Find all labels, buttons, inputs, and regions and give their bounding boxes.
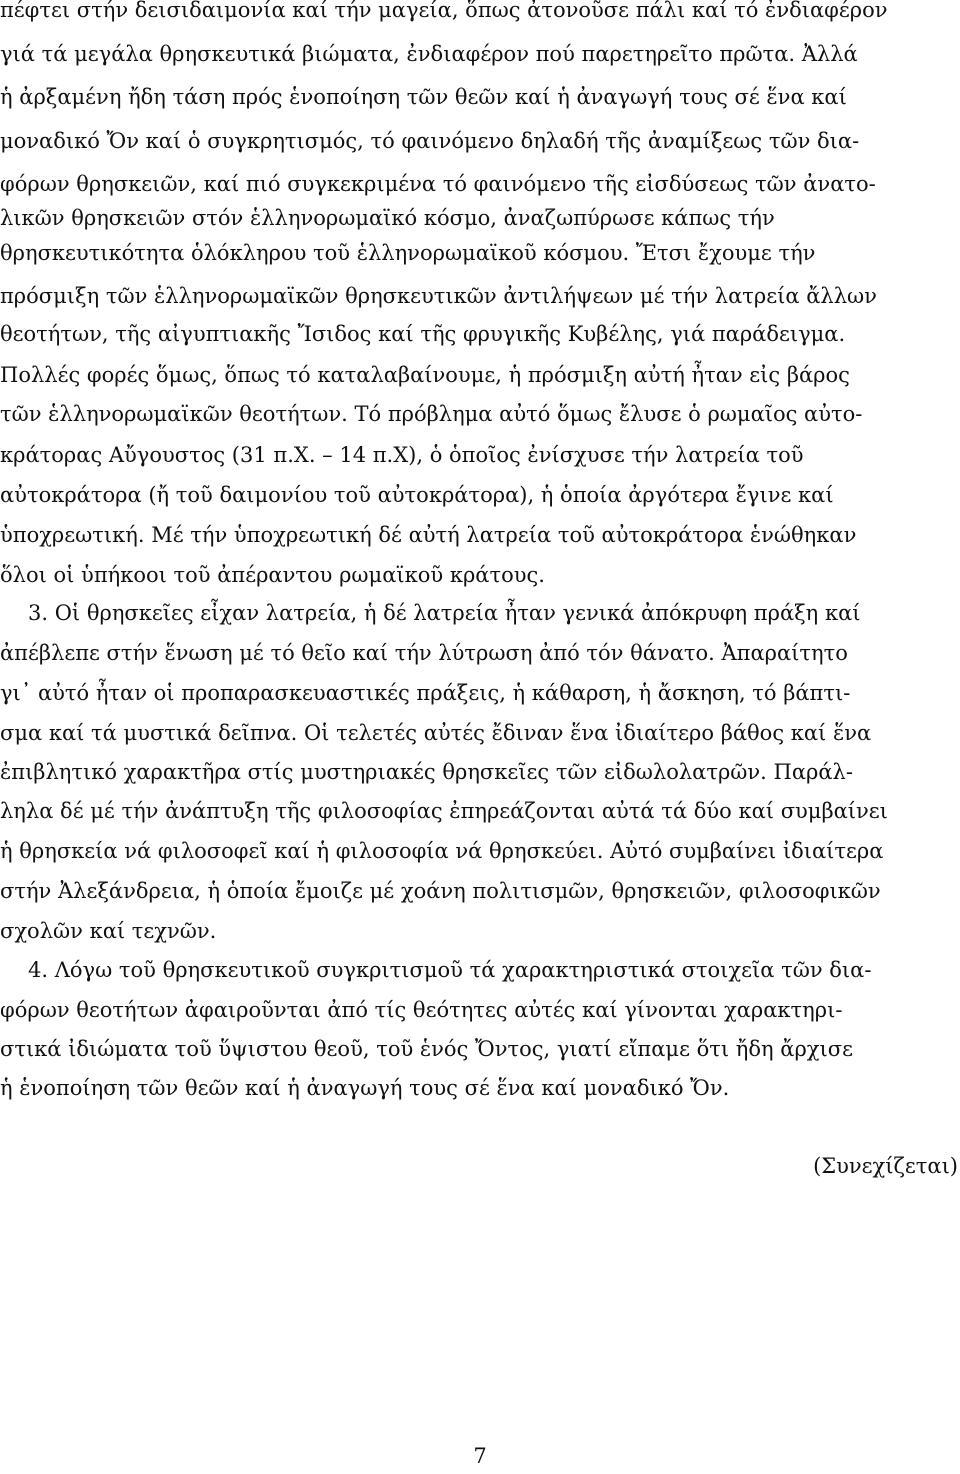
continued-note: (Συνεχίζεται) xyxy=(813,1154,958,1178)
text-line: ἀπέβλεπε στήν ἕνωση μέ τό θεῖο καί τήν λύτρωση ἀπό τόν θάνατο. Ἀπαραίτητο xyxy=(0,641,848,665)
text-line: αὐτοκράτορα (ἤ τοῦ δαιμονίου τοῦ αὐτοκράτορα), ἡ ὁποία ἀργότερα ἔγινε καί xyxy=(0,483,834,507)
text-line: στήν Ἀλεξάνδρεια, ἡ ὁποία ἔμοιζε μέ χοάνη πολιτισμῶν, θρησκειῶν, φιλοσοφικῶν xyxy=(0,879,881,903)
text-line: λικῶν θρησκειῶν στόν ἑλληνορωμαϊκό κόσμο, ἀναζωπύρωσε κάπως τήν xyxy=(0,206,775,230)
text-line: σχολῶν καί τεχνῶν. xyxy=(0,919,217,943)
text-line: πέφτει στήν δεισιδαιμονία καί τήν μαγεία, ὅπως ἀτονοῦσε πάλι καί τό ἐνδιαφέρον xyxy=(0,0,888,22)
text-line: ἡ ἀρξαμένη ἤδη τάση πρός ἑνοποίηση τῶν θεῶν καί ἡ ἀναγωγή τους σέ ἕνα καί xyxy=(0,85,847,109)
text-line: ἡ θρησκεία νά φιλοσοφεῖ καί ἡ φιλοσοφία νά θρησκεύει. Αὐτό συμβαίνει ἰδιαίτερα xyxy=(0,839,884,863)
text-line: ὑποχρεωτική. Μέ τήν ὑποχρεωτική δέ αὐτή λατρεία τοῦ αὐτοκράτορα ἑνώθηκαν xyxy=(0,523,857,547)
text-line: ἐπιβλητικό χαρακτῆρα στίς μυστηριακές θρησκεῖες τῶν εἰδωλολατρῶν. Παράλ- xyxy=(0,760,853,784)
text-line: ληλα δέ μέ τήν ἀνάπτυξη τῆς φιλοσοφίας ἐπηρεάζονται αὐτά τά δύο καί συμβαίνει xyxy=(0,799,888,823)
text-line: σμα καί τά μυστικά δεῖπνα. Οἱ τελετές αὐτές ἔδιναν ἕνα ἰδιαίτερο βάθος καί ἕνα xyxy=(0,721,872,745)
text-line: ἡ ἑνοποίηση τῶν θεῶν καί ἡ ἀναγωγή τους σέ ἕνα καί μοναδικό Ὄν. xyxy=(0,1076,730,1100)
text-line: ὅλοι οἱ ὑπήκοοι τοῦ ἀπέραντου ρωμαϊκοῦ κράτους. xyxy=(0,563,545,587)
text-line: τῶν ἑλληνορωμαϊκῶν θεοτήτων. Τό πρόβλημα αὐτό ὅμως ἔλυσε ὁ ρωμαῖος αὐτο- xyxy=(0,402,863,426)
text-line: φόρων θεοτήτων ἀφαιροῦνται ἀπό τίς θεότητες αὐτές καί γίνονται χαρακτηρι- xyxy=(0,998,843,1022)
text-line: γι᾽ αὐτό ἦταν οἱ προπαρασκευαστικές πράξεις, ἡ κάθαρση, ἡ ἄσκηση, τό βάπτι- xyxy=(0,681,851,705)
text-line: θεοτήτων, τῆς αἰγυπτιακῆς Ἴσιδος καί τῆς φρυγικῆς Κυβέλης, γιά παράδειγμα. xyxy=(0,322,846,346)
text-line: γιά τά μεγάλα θρησκευτικά βιώματα, ἐνδιαφέρον πού παρετηρεῖτο πρῶτα. Ἀλλά xyxy=(0,42,858,66)
paragraph-4-first-line: 4. Λόγω τοῦ θρησκευτικοῦ συγκριτισμοῦ τά χαρακτηριστικά στοιχεῖα τῶν δια- xyxy=(28,958,872,982)
text-line: πρόσμιξη τῶν ἑλληνορωμαϊκῶν θρησκευτικῶν ἀντιλήψεων μέ τήν λατρεία ἄλλων xyxy=(0,284,877,308)
text-line: στικά ἰδιώματα τοῦ ὕψιστου θεοῦ, τοῦ ἑνός Ὄντος, γιατί εἴπαμε ὅτι ἤδη ἄρχισε xyxy=(0,1037,853,1061)
text-line: θρησκευτικότητα ὁλόκληρου τοῦ ἑλληνορωμαϊκοῦ κόσμου. Ἔτσι ἔχουμε τήν xyxy=(0,241,816,265)
text-line: κράτορας Αὔγουστος (31 π.Χ. – 14 π.Χ), ὁ ὁποῖος ἐνίσχυσε τήν λατρεία τοῦ xyxy=(0,443,804,467)
page-number: 7 xyxy=(473,1444,487,1468)
paragraph-3-first-line: 3. Οἱ θρησκεῖες εἶχαν λατρεία, ἡ δέ λατρεία ἦταν γενικά ἀπόκρυφη πράξη καί xyxy=(28,601,861,625)
text-line: Πολλές φορές ὅμως, ὅπως τό καταλαβαίνουμε, ἡ πρόσμιξη αὐτή ἦταν εἰς βάρος xyxy=(0,363,850,387)
text-line: μοναδικό Ὄν καί ὁ συγκρητισμός, τό φαινόμενο δηλαδή τῆς ἀναμίξεως τῶν δια- xyxy=(0,129,860,153)
text-line: φόρων θρησκειῶν, καί πιό συγκεκριμένα τό φαινόμενο τῆς εἰσδύσεως τῶν ἀνατο- xyxy=(0,172,876,196)
